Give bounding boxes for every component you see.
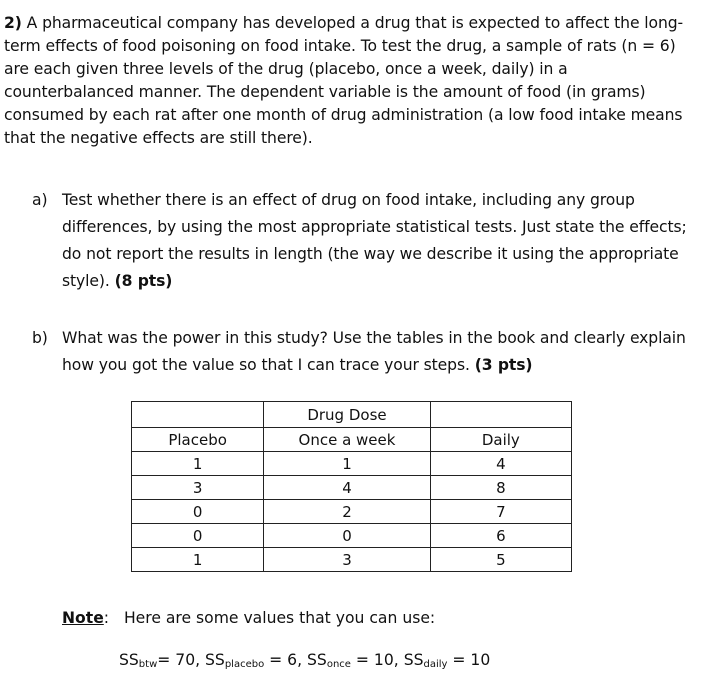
subquestion-a-points: (8 pts) — [114, 272, 173, 290]
table-group-header-blank — [132, 402, 264, 428]
subquestion-a-text: Test whether there is an effect of drug on food intake, including any group differences, by using the most appropriate statistical tests. Just state the effects; do not report the results in length (the way we describe it using the appropriate style). — [62, 191, 687, 290]
table-cell: 5 — [430, 548, 571, 572]
table-cell: 8 — [430, 476, 571, 500]
question-intro — [4, 12, 696, 150]
table-cell: 7 — [430, 500, 571, 524]
table-cell: 3 — [264, 548, 430, 572]
note-text: Here are some values that you can use: — [123, 609, 436, 627]
table-cell: 0 — [132, 524, 264, 548]
ss-label: SS — [307, 651, 327, 669]
ss-btw-value: = 70, — [157, 651, 206, 669]
subquestion-a — [32, 187, 692, 295]
table-group-header: Drug Dose — [264, 402, 430, 428]
subquestion-b-text: What was the power in this study? Use the tables in the book and clearly explain how you got the value so that I can trace your steps. — [62, 329, 686, 374]
ss-placebo-subscript: placebo — [224, 659, 265, 670]
table-row — [132, 548, 572, 572]
table-cell: 4 — [430, 452, 571, 476]
table-cell: 0 — [132, 500, 264, 524]
ss-once-value: = 10, — [350, 651, 404, 669]
ss-placebo-value: = 6, — [264, 651, 308, 669]
table-column-header: Once a week — [264, 428, 430, 452]
table-group-header-blank — [430, 402, 571, 428]
table-cell: 1 — [132, 452, 264, 476]
table-cell: 1 — [132, 548, 264, 572]
subquestion-a-marker: a) — [32, 191, 48, 209]
subquestion-b-marker: b) — [32, 329, 48, 347]
question-number: 2) — [4, 14, 22, 32]
table-column-header: Daily — [430, 428, 571, 452]
ss-daily-subscript: daily — [423, 659, 448, 670]
drug-dose-table — [131, 401, 572, 572]
table-cell: 0 — [264, 524, 430, 548]
ss-label: SS — [119, 651, 139, 669]
note-colon: : — [103, 609, 110, 627]
table-row — [132, 452, 572, 476]
ss-daily-value: = 10 — [447, 651, 491, 669]
table-cell: 3 — [132, 476, 264, 500]
table-row — [132, 524, 572, 548]
ss-btw-subscript: btw — [138, 659, 158, 670]
subquestion-b — [32, 325, 692, 379]
note-line — [62, 606, 435, 630]
table-cell: 2 — [264, 500, 430, 524]
note-label: Note — [62, 609, 104, 627]
table-cell: 4 — [264, 476, 430, 500]
table-column-header: Placebo — [132, 428, 264, 452]
ss-once-subscript: once — [326, 659, 351, 670]
ss-label: SS — [403, 651, 424, 669]
table-cell: 6 — [430, 524, 571, 548]
table-cell: 1 — [264, 452, 430, 476]
sum-of-squares-line — [119, 648, 490, 677]
table-row — [132, 476, 572, 500]
ss-label: SS — [205, 651, 225, 669]
table-row — [132, 500, 572, 524]
question-intro-text: A pharmaceutical company has developed a drug that is expected to affect the long-term effects of food poisoning on food intake. To test the drug, a sample of rats (n = 6) are each given three levels of the drug (placebo, once a week, daily) in a counterbalanced manner. The dependent variable is the amount of food (in grams) consumed by each rat after one month of drug administration (a low food intake means that the negative effects are still there). — [4, 14, 684, 147]
subquestion-b-points: (3 pts) — [474, 356, 533, 374]
